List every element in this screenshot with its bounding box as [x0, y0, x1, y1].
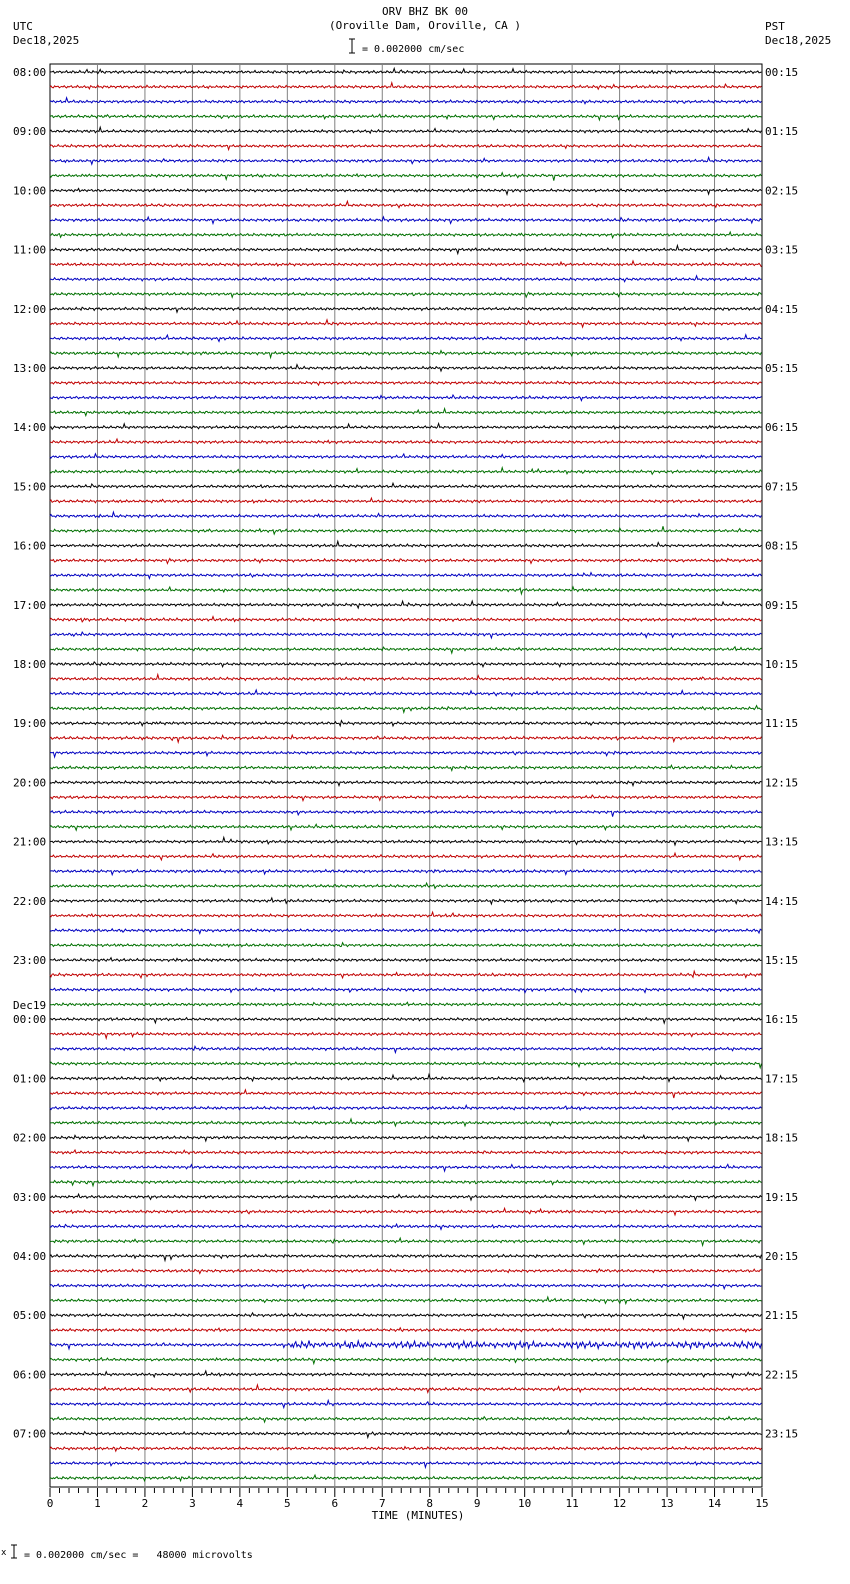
trace-line — [50, 424, 761, 430]
pst-hour-label: 05:15 — [765, 362, 799, 375]
pst-hour-label: 07:15 — [765, 480, 799, 494]
x-tick-label: 6 — [331, 1497, 339, 1510]
trace-line — [50, 365, 761, 371]
trace-line — [50, 870, 761, 875]
trace-line — [50, 751, 761, 757]
trace-line — [50, 1018, 761, 1024]
pst-hour-label: 23:15 — [765, 1427, 799, 1441]
trace-line — [50, 526, 761, 534]
trace-line — [50, 232, 761, 238]
utc-hour-label: 22:00 — [13, 894, 47, 908]
utc-hour-label: 14:00 — [13, 421, 47, 435]
trace-line — [50, 189, 761, 195]
trace-line — [50, 1447, 761, 1452]
trace-line — [50, 276, 761, 282]
x-tick-label: 11 — [565, 1497, 579, 1510]
trace-line — [50, 98, 761, 104]
trace-line — [50, 1284, 761, 1289]
pst-hour-label: 06:15 — [765, 421, 799, 435]
x-tick-label: 15 — [755, 1497, 769, 1510]
trace-line — [50, 587, 761, 594]
trace-line — [50, 837, 761, 845]
utc-hour-label: 09:00 — [13, 125, 47, 139]
trace-line — [50, 454, 761, 459]
trace-line — [50, 127, 761, 133]
trace-line — [50, 675, 761, 681]
utc-hour-label: 10:00 — [13, 184, 47, 198]
trace-line — [50, 1328, 761, 1332]
trace-line — [50, 395, 761, 401]
trace-line — [50, 810, 761, 816]
footer-scale-text: = 0.002000 cm/sec = 48000 microvolts — [24, 1550, 253, 1561]
pst-hour-label: 13:15 — [765, 835, 799, 849]
trace-line — [50, 468, 761, 475]
left-date-label: Dec18,2025 — [13, 34, 80, 47]
trace-line — [50, 573, 761, 579]
trace-line — [50, 1090, 761, 1098]
utc-hour-label: 20:00 — [13, 776, 47, 790]
trace-line — [50, 1417, 761, 1423]
x-tick-label: 9 — [473, 1497, 481, 1510]
pst-hour-label: 09:15 — [765, 598, 799, 612]
x-tick-label: 13 — [660, 1497, 674, 1510]
pst-hour-label: 10:15 — [765, 658, 799, 671]
x-tick-label: 12 — [612, 1497, 627, 1510]
pst-hour-label: 03:15 — [765, 243, 799, 257]
trace-line — [50, 1224, 761, 1229]
trace-line — [50, 1194, 761, 1200]
utc-hour-label: 05:00 — [13, 1309, 47, 1323]
trace-line — [50, 943, 761, 947]
trace-line — [50, 795, 761, 801]
station-title: ORV BHZ BK 00 — [381, 5, 469, 18]
trace-line — [50, 929, 761, 934]
x-tick-label: 10 — [518, 1497, 532, 1510]
trace-line — [50, 144, 761, 149]
trace-line — [50, 721, 761, 726]
trace-line — [50, 706, 761, 713]
trace-line — [50, 498, 761, 503]
trace-line — [50, 409, 761, 416]
pst-hour-label: 19:15 — [765, 1190, 799, 1204]
pst-hour-label: 21:15 — [765, 1309, 799, 1323]
trace-line — [50, 781, 761, 786]
trace-line — [50, 512, 761, 518]
trace-line — [50, 1062, 761, 1068]
trace-line — [50, 662, 761, 667]
trace-line — [50, 958, 761, 962]
utc-hour-label: 13:00 — [13, 362, 47, 375]
trace-line — [50, 68, 761, 73]
utc-hour-label: 18:00 — [13, 658, 47, 671]
trace-line — [50, 559, 761, 564]
trace-line — [50, 1032, 761, 1038]
trace-line — [50, 1046, 761, 1052]
utc-hour-label: 06:00 — [13, 1368, 47, 1382]
right-zone-label: PST — [765, 20, 785, 33]
pst-hour-label: 12:15 — [765, 776, 799, 790]
pst-hour-label: 14:15 — [765, 894, 799, 908]
utc-hour-label: 19:00 — [13, 717, 47, 731]
trace-line — [50, 439, 761, 444]
x-tick-label: 5 — [284, 1497, 291, 1510]
utc-hour-label: 04:00 — [13, 1250, 47, 1263]
trace-line — [50, 824, 761, 830]
trace-line — [50, 912, 761, 917]
footer-marker: x — [1, 1548, 7, 1558]
trace-line — [50, 1135, 761, 1141]
utc-hour-label: 00:00 — [13, 1013, 47, 1027]
trace-line — [50, 1238, 761, 1245]
trace-line — [50, 1074, 761, 1081]
trace-line — [50, 735, 761, 742]
x-tick-label: 0 — [46, 1497, 54, 1510]
footer-scale-bar-icon — [9, 1543, 19, 1561]
trace-line — [50, 173, 761, 181]
pst-hour-label: 15:15 — [765, 954, 799, 967]
x-tick-label: 7 — [378, 1497, 386, 1510]
trace-line — [50, 1164, 761, 1171]
pst-hour-label: 17:15 — [765, 1072, 799, 1086]
trace-line — [50, 1105, 761, 1110]
trace-line — [50, 647, 761, 653]
station-location: (Oroville Dam, Oroville, CA ) — [328, 19, 522, 32]
trace-line — [50, 1254, 761, 1260]
trace-line — [50, 261, 761, 267]
trace-line — [50, 1341, 761, 1349]
utc-hour-label: 16:00 — [13, 539, 47, 553]
utc-hour-label: 17:00 — [13, 598, 47, 612]
utc-hour-label: 07:00 — [13, 1427, 47, 1441]
utc-hour-label: 15:00 — [13, 480, 47, 494]
trace-line — [50, 114, 761, 120]
pst-hour-label: 18:15 — [765, 1131, 799, 1145]
x-tick-label: 14 — [707, 1497, 722, 1510]
trace-line — [50, 541, 761, 547]
date-change-label: Dec19 — [13, 999, 47, 1013]
trace-line — [50, 83, 761, 90]
trace-line — [50, 292, 761, 297]
x-tick-label: 8 — [426, 1497, 434, 1510]
trace-line — [50, 217, 761, 224]
x-tick-label: 3 — [189, 1497, 196, 1510]
utc-hour-label: 12:00 — [13, 302, 47, 316]
trace-line — [50, 1401, 761, 1408]
pst-hour-label: 16:15 — [765, 1013, 799, 1027]
scale-value: = 0.002000 cm/sec — [362, 44, 465, 55]
trace-line — [50, 1358, 761, 1364]
pst-hour-label: 22:15 — [765, 1368, 799, 1382]
pst-hour-label: 11:15 — [765, 717, 799, 731]
trace-line — [50, 1475, 761, 1481]
right-date-label: Dec18,2025 — [765, 34, 832, 47]
pst-hour-label: 00:15 — [765, 66, 799, 79]
pst-hour-label: 20:15 — [765, 1250, 799, 1263]
utc-hour-label: 02:00 — [13, 1131, 47, 1145]
x-tick-label: 1 — [94, 1497, 101, 1510]
trace-line — [50, 765, 761, 770]
trace-line — [50, 201, 761, 207]
trace-line — [50, 1313, 761, 1319]
trace-line — [50, 483, 761, 488]
utc-hour-label: 11:00 — [13, 243, 47, 257]
utc-hour-label: 08:00 — [13, 66, 47, 79]
trace-line — [50, 335, 761, 342]
trace-line — [50, 320, 761, 327]
utc-hour-label: 01:00 — [13, 1072, 47, 1086]
trace-line — [50, 1119, 761, 1126]
utc-hour-label: 23:00 — [13, 954, 47, 967]
trace-line — [50, 1430, 761, 1437]
x-tick-label: 4 — [236, 1497, 244, 1510]
trace-line — [50, 898, 761, 904]
trace-line — [50, 307, 761, 312]
trace-line — [50, 853, 761, 860]
pst-hour-label: 02:15 — [765, 184, 799, 198]
utc-hour-label: 03:00 — [13, 1190, 47, 1204]
pst-hour-label: 08:15 — [765, 539, 799, 553]
utc-hour-label: 21:00 — [13, 835, 47, 849]
trace-line — [50, 1462, 761, 1468]
x-axis-label: TIME (MINUTES) — [371, 1509, 465, 1522]
trace-line — [50, 157, 761, 164]
x-tick-label: 2 — [141, 1497, 149, 1510]
trace-line — [50, 988, 761, 993]
trace-line — [50, 1269, 761, 1274]
trace-line — [50, 1371, 761, 1378]
plot-frame — [50, 64, 762, 1487]
trace-line — [50, 351, 761, 358]
trace-line — [50, 1297, 761, 1304]
trace-line — [50, 617, 761, 622]
left-zone-label: UTC — [13, 20, 33, 33]
trace-line — [50, 690, 761, 696]
pst-hour-label: 01:15 — [765, 125, 799, 139]
trace-line — [50, 632, 761, 638]
trace-line — [50, 971, 761, 978]
pst-hour-label: 04:15 — [765, 302, 799, 316]
trace-line — [50, 883, 761, 888]
trace-line — [50, 1385, 761, 1393]
trace-line — [50, 1150, 761, 1154]
trace-line — [50, 601, 761, 608]
trace-line — [50, 1002, 761, 1006]
trace-line — [50, 381, 761, 385]
trace-line — [50, 1208, 761, 1215]
trace-line — [50, 246, 761, 254]
trace-line — [50, 1180, 761, 1185]
